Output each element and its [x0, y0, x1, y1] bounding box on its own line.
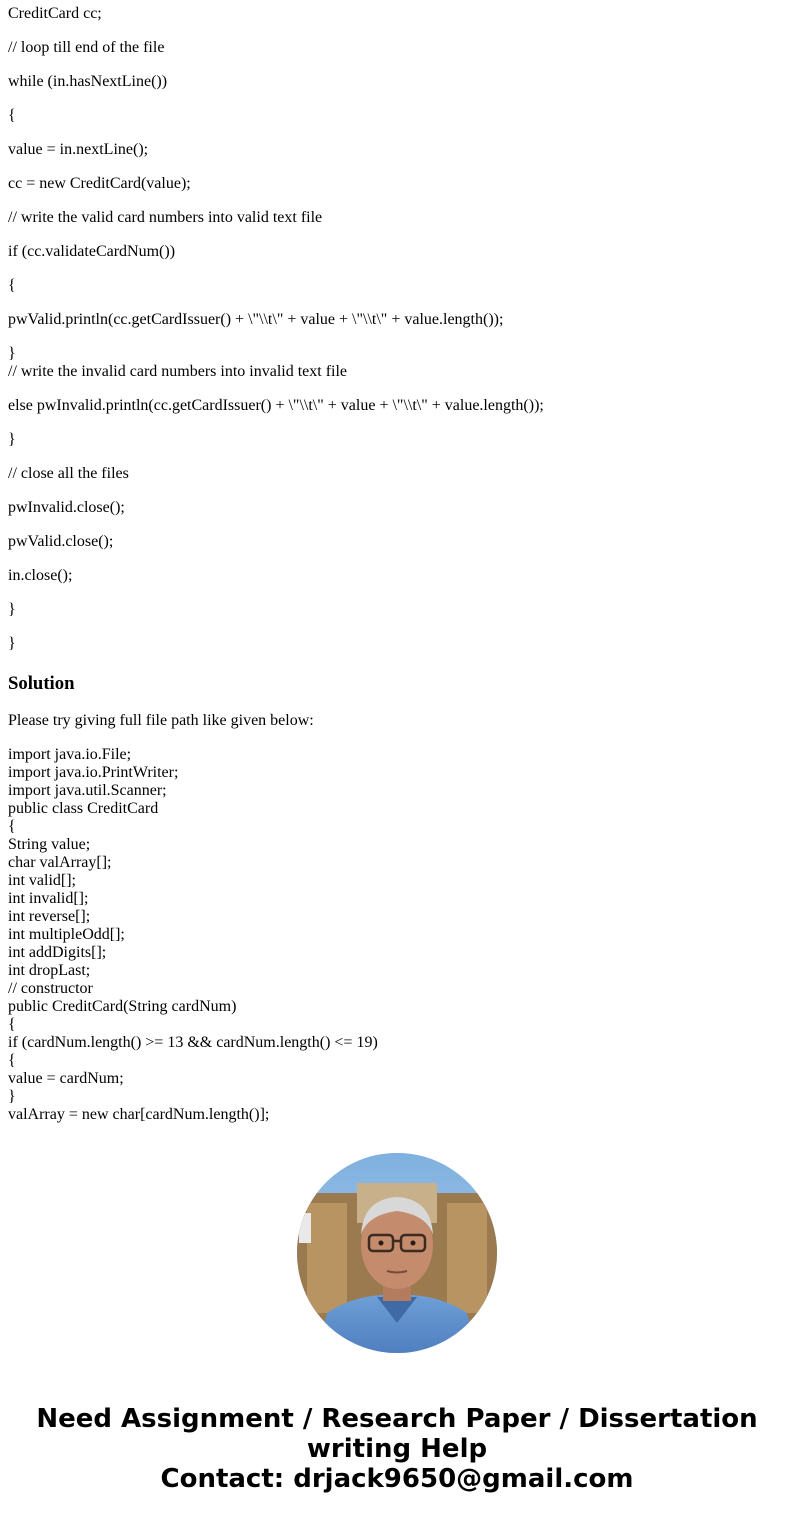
code-line: public class CreditCard: [8, 800, 159, 817]
code-comment: // write the valid card numbers into valid text file: [8, 209, 323, 226]
code-line: import java.io.File;: [8, 746, 132, 763]
code-line: int reverse[];: [8, 908, 91, 925]
code-comment: // constructor: [8, 980, 93, 997]
code-line: int dropLast;: [8, 962, 91, 979]
code-line: if (cardNum.length() >= 13 && cardNum.length() <= 19): [8, 1034, 378, 1051]
code-comment: // loop till end of the file: [8, 39, 165, 56]
solution-intro: Please try giving full file path like given below:: [8, 712, 314, 729]
code-comment: // close all the files: [8, 465, 129, 482]
code-line: }: [8, 635, 16, 652]
code-line: pwInvalid.close();: [8, 499, 125, 516]
code-line: pwValid.close();: [8, 533, 114, 550]
code-line: {: [8, 818, 16, 835]
code-line: int valid[];: [8, 872, 76, 889]
code-line: int multipleOdd[];: [8, 926, 125, 943]
code-line: if (cc.validateCardNum()): [8, 243, 176, 260]
code-line: valArray = new char[cardNum.length()];: [8, 1106, 270, 1123]
author-photo: [297, 1153, 497, 1353]
promo-banner: [0, 1404, 794, 1494]
code-line: else pwInvalid.println(cc.getCardIssuer() + \"\\t\" + value + \"\\t\" + value.length());: [8, 397, 544, 414]
code-line: import java.util.Scanner;: [8, 782, 167, 799]
code-line: int invalid[];: [8, 890, 89, 907]
code-line: {: [8, 1016, 16, 1033]
code-line: value = cardNum;: [8, 1070, 124, 1087]
code-line: }: [8, 1088, 16, 1105]
code-line: {: [8, 277, 16, 294]
contact-email: Contact: drjack9650@gmail.com: [160, 1464, 634, 1494]
code-line: in.close();: [8, 567, 73, 584]
solution-heading: Solution: [8, 673, 75, 694]
code-line: char valArray[];: [8, 854, 112, 871]
code-line: CreditCard cc;: [8, 5, 102, 22]
code-line: String value;: [8, 836, 91, 853]
code-line: int addDigits[];: [8, 944, 107, 961]
code-line: value = in.nextLine();: [8, 141, 149, 158]
code-comment: // write the invalid card numbers into invalid text file: [8, 363, 348, 380]
code-line: public CreditCard(String cardNum): [8, 998, 237, 1015]
portrait-illustration: [297, 1153, 497, 1353]
code-line: import java.io.PrintWriter;: [8, 764, 179, 781]
code-line: cc = new CreditCard(value);: [8, 175, 191, 192]
code-line: }: [8, 601, 16, 618]
code-line: pwValid.println(cc.getCardIssuer() + \"\\t\" + value + \"\\t\" + value.length());: [8, 311, 504, 328]
solution-code: [8, 746, 788, 1124]
code-line: {: [8, 107, 16, 124]
code-line: }: [8, 345, 16, 362]
code-line: {: [8, 1052, 16, 1069]
code-line: while (in.hasNextLine()): [8, 73, 168, 90]
promo-line: writing Help: [306, 1434, 488, 1464]
code-line: }: [8, 431, 16, 448]
promo-line: Need Assignment / Research Paper / Dissertation: [36, 1404, 758, 1434]
